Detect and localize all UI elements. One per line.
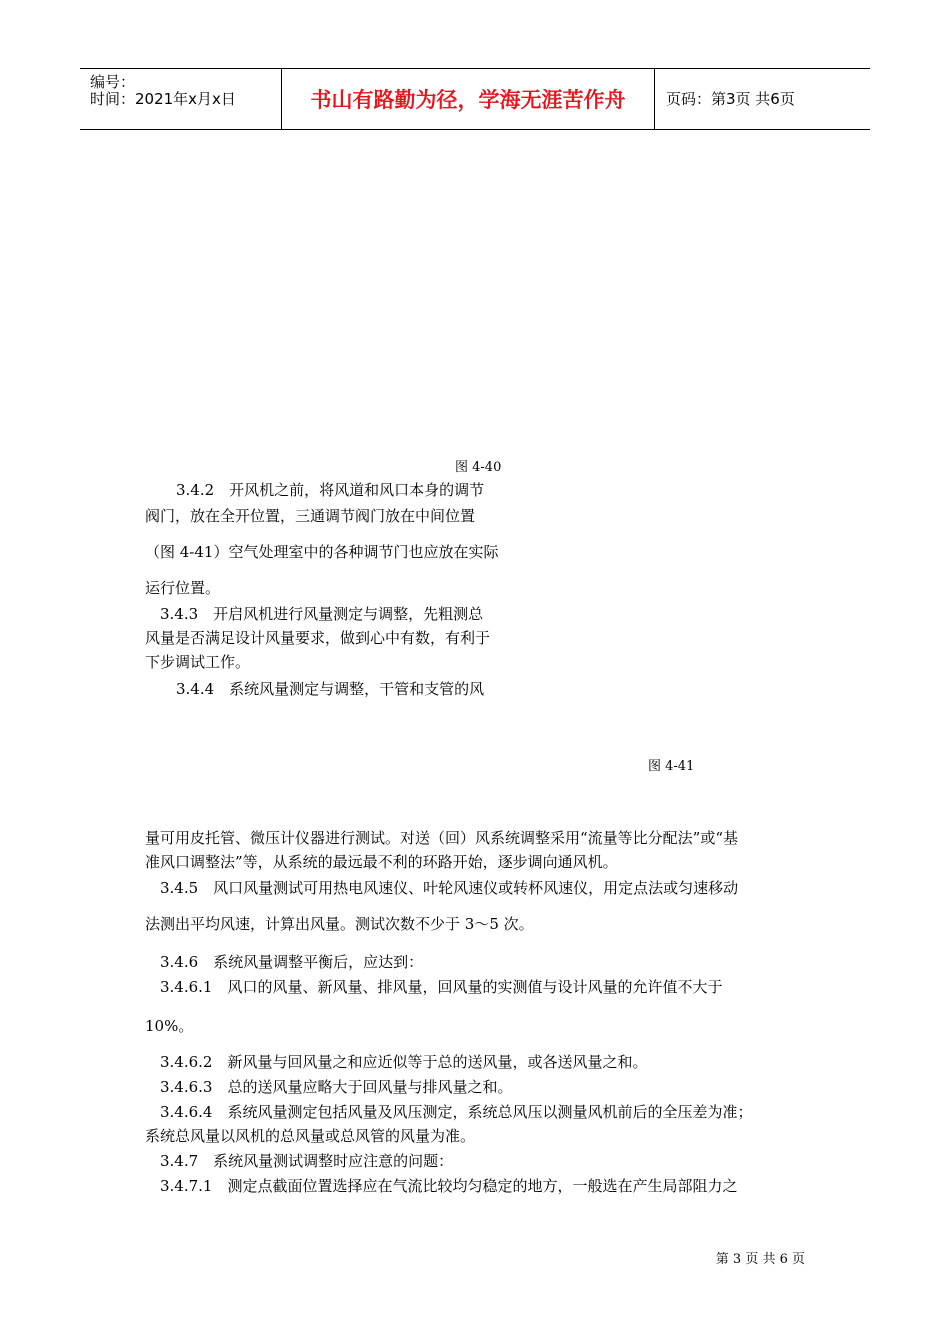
text-line: 风量是否满足设计风量要求，做到心中有数，有利于 <box>145 629 491 647</box>
text-line: 3.4.7 系统风量测试调整时应注意的问题： <box>160 1152 454 1170</box>
text-line: 运行位置。 <box>145 579 221 597</box>
text-line: （图 4-41）空气处理室中的各种调节门也应放在实际 <box>145 543 499 561</box>
text-line: 阀门，放在全开位置，三通调节阀门放在中间位置 <box>145 507 476 525</box>
text-line: 3.4.6 系统风量调整平衡后，应达到： <box>160 953 424 971</box>
text-line: 3.4.7.1 测定点截面位置选择应在气流比较均匀稳定的地方，一般选在产生局部阻力之 <box>160 1177 738 1195</box>
figure-caption-4-41: 图 4-41 <box>648 759 695 774</box>
text-line: 下步调试工作。 <box>145 653 251 671</box>
text-line: 3.4.6.3 总的送风量应略大于回风量与排风量之和。 <box>160 1078 513 1096</box>
text-line: 3.4.6.2 新风量与回风量之和应近似等于总的送风量，或各送风量之和。 <box>160 1053 648 1071</box>
header-meta <box>80 69 280 129</box>
text-line: 准风口调整法”等，从系统的最远最不利的环路开始，逐步调向通风机。 <box>145 853 618 871</box>
text-line: 3.4.2 开风机之前，将风道和风口本身的调节 <box>176 481 485 499</box>
header-motto: 书山有路勤为径，学海无涯苦作舟 <box>310 88 626 112</box>
header-divider <box>654 69 655 129</box>
doc-time-label: 时间：2021年x月x日 <box>90 90 236 108</box>
text-line: 系统总风量以风机的总风量或总风管的风量为准。 <box>145 1127 476 1145</box>
header-page-label: 页码：第3页 共6页 <box>666 90 795 108</box>
page-footer: 第 3 页 共 6 页 <box>715 1252 805 1267</box>
text-line: 10%。 <box>145 1017 194 1035</box>
text-line: 量可用皮托管、微压计仪器进行测试。对送（回）风系统调整采用“流量等比分配法”或“基 <box>145 829 739 847</box>
doc-number-label: 编号： <box>90 73 136 91</box>
text-line: 3.4.3 开启风机进行风量测定与调整，先粗测总 <box>160 605 484 623</box>
page-header <box>80 68 870 130</box>
text-line: 3.4.6.4 系统风量测定包括风量及风压测定，系统总风压以测量风机前后的全压差为准； <box>160 1103 753 1121</box>
text-line: 法测出平均风速，计算出风量。测试次数不少于 3～5 次。 <box>145 915 534 933</box>
text-line: 3.4.4 系统风量测定与调整，干管和支管的风 <box>176 680 485 698</box>
text-line: 3.4.6.1 风口的风量、新风量、排风量，回风量的实测值与设计风量的允许值不大于 <box>160 978 723 996</box>
figure-caption-4-40: 图 4-40 <box>455 460 502 475</box>
text-line: 3.4.5 风口风量测试可用热电风速仪、叶轮风速仪或转杯风速仪，用定点法或匀速移动 <box>160 879 739 897</box>
